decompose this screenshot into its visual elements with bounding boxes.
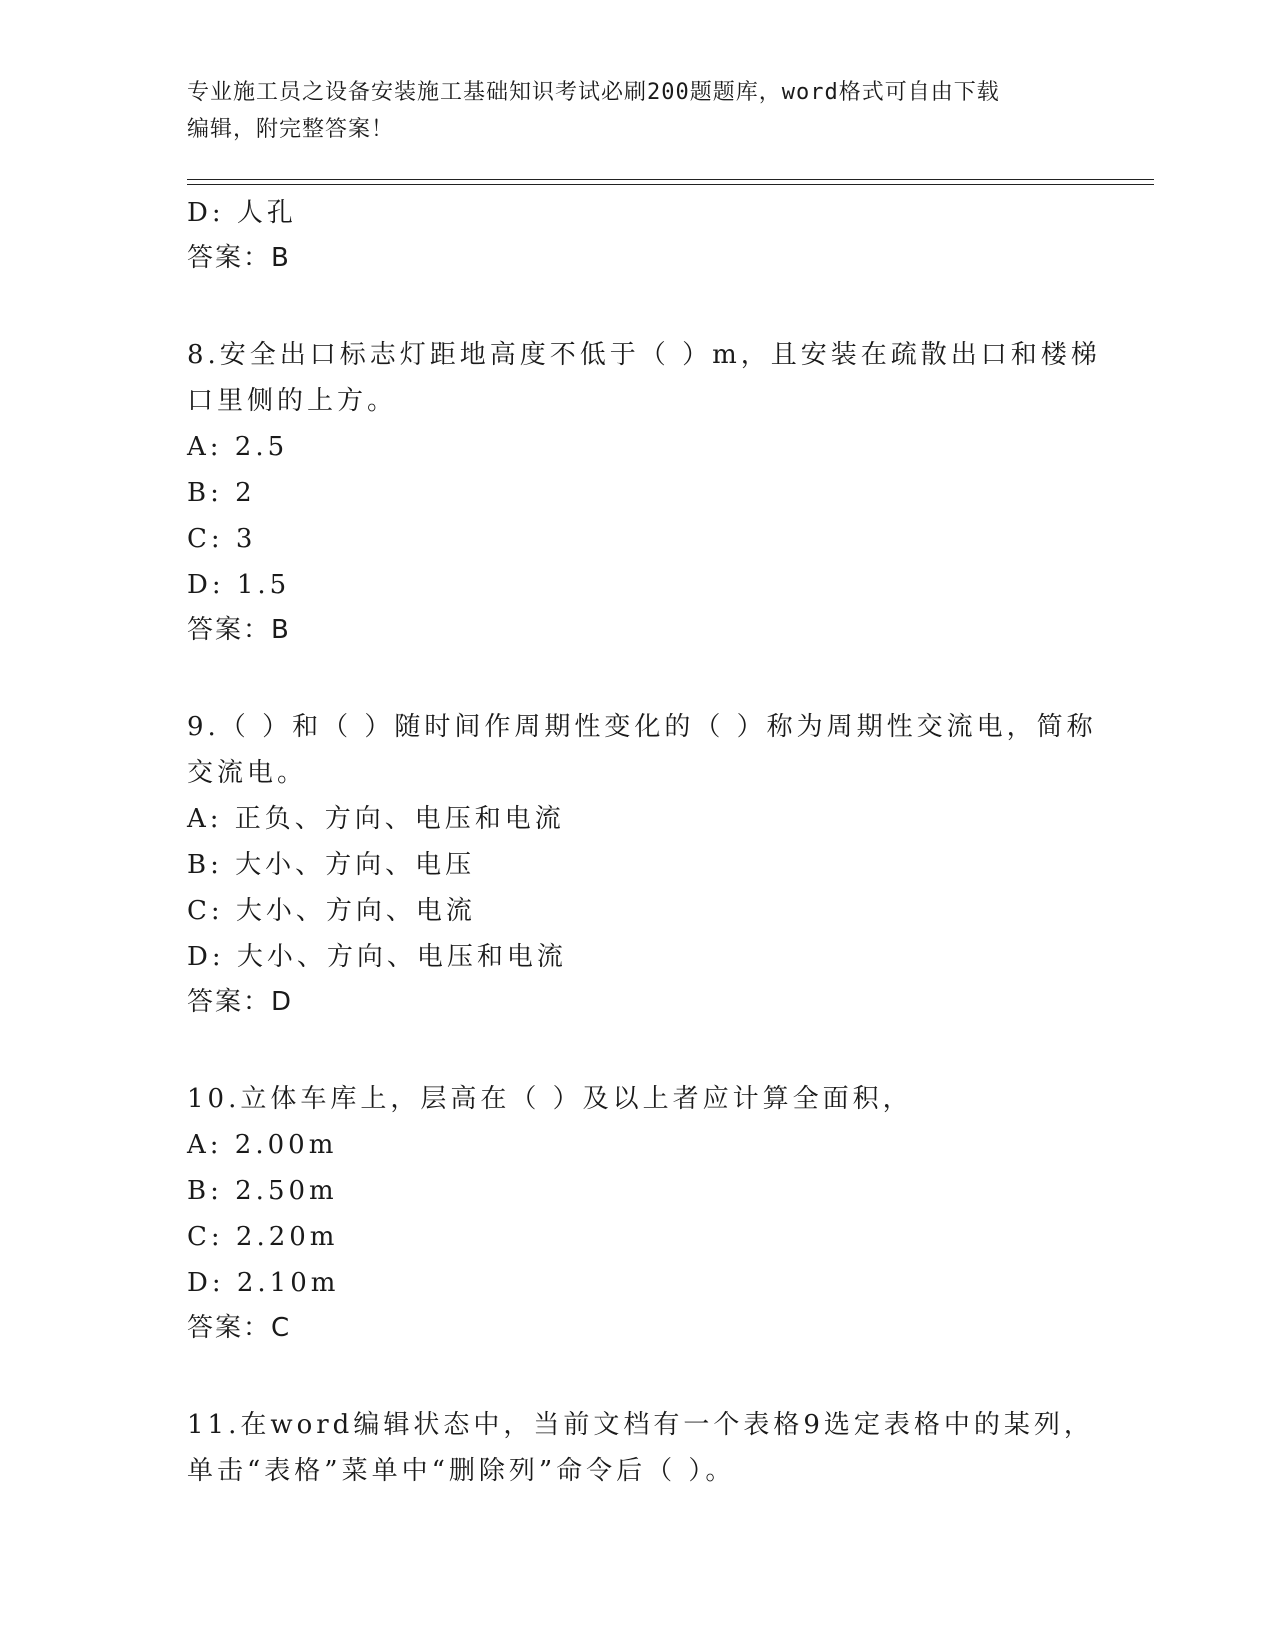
option-b: B: 2.50m: [187, 1176, 338, 1206]
answer: 答案：D: [187, 987, 294, 1017]
question-text-line: 交流电。: [187, 758, 308, 788]
option-a: A: 正负、方向、电压和电流: [187, 804, 565, 834]
question-9: [187, 704, 1097, 1024]
spacer: [187, 652, 1087, 704]
answer: 答案：C: [187, 1313, 292, 1343]
option-d: D: 2.10m: [187, 1268, 340, 1298]
option-c: C: 3: [187, 524, 257, 554]
prev-answer: 答案：B: [187, 243, 291, 273]
question-8: [187, 332, 1101, 652]
document-body: [187, 190, 1101, 1494]
answer: 答案：B: [187, 615, 291, 645]
option-a: A: 2.5: [187, 432, 289, 462]
spacer: [187, 280, 1087, 332]
option-a: A: 2.00m: [187, 1130, 338, 1160]
option-c: C: 大小、方向、电流: [187, 896, 476, 926]
prev-option-d: D: 人孔: [187, 198, 297, 228]
document-header: [187, 74, 1067, 148]
header-line-2: 编辑，附完整答案！: [187, 117, 395, 142]
question-text-line: 9.（ ）和（ ）随时间作周期性变化的（ ）称为周期性交流电，简称: [187, 712, 1097, 742]
header-divider-bottom: [187, 184, 1154, 185]
header-divider-top: [187, 179, 1154, 180]
option-d: D: 大小、方向、电压和电流: [187, 942, 567, 972]
option-b: B: 2: [187, 478, 256, 508]
question-11: [187, 1402, 1094, 1494]
question-10: [187, 1076, 1087, 1350]
question-text-line: 口里侧的上方。: [187, 386, 398, 416]
spacer: [187, 1024, 1087, 1076]
option-c: C: 2.20m: [187, 1222, 339, 1252]
spacer: [187, 1350, 1087, 1402]
question-text-line: 单击“表格”菜单中“删除列”命令后（ ）。: [187, 1456, 736, 1486]
option-d: D: 1.5: [187, 570, 291, 600]
header-line-1: 专业施工员之设备安装施工基础知识考试必刷200题题库，word格式可自由下载: [187, 80, 1000, 105]
option-b: B: 大小、方向、电压: [187, 850, 476, 880]
question-text-line: 10.立体车库上，层高在（ ）及以上者应计算全面积，: [187, 1084, 913, 1114]
question-text-line: 11.在word编辑状态中，当前文档有一个表格9选定表格中的某列，: [187, 1410, 1094, 1440]
question-text-line: 8.安全出口标志灯距地高度不低于（ ）m，且安装在疏散出口和楼梯: [187, 340, 1101, 370]
